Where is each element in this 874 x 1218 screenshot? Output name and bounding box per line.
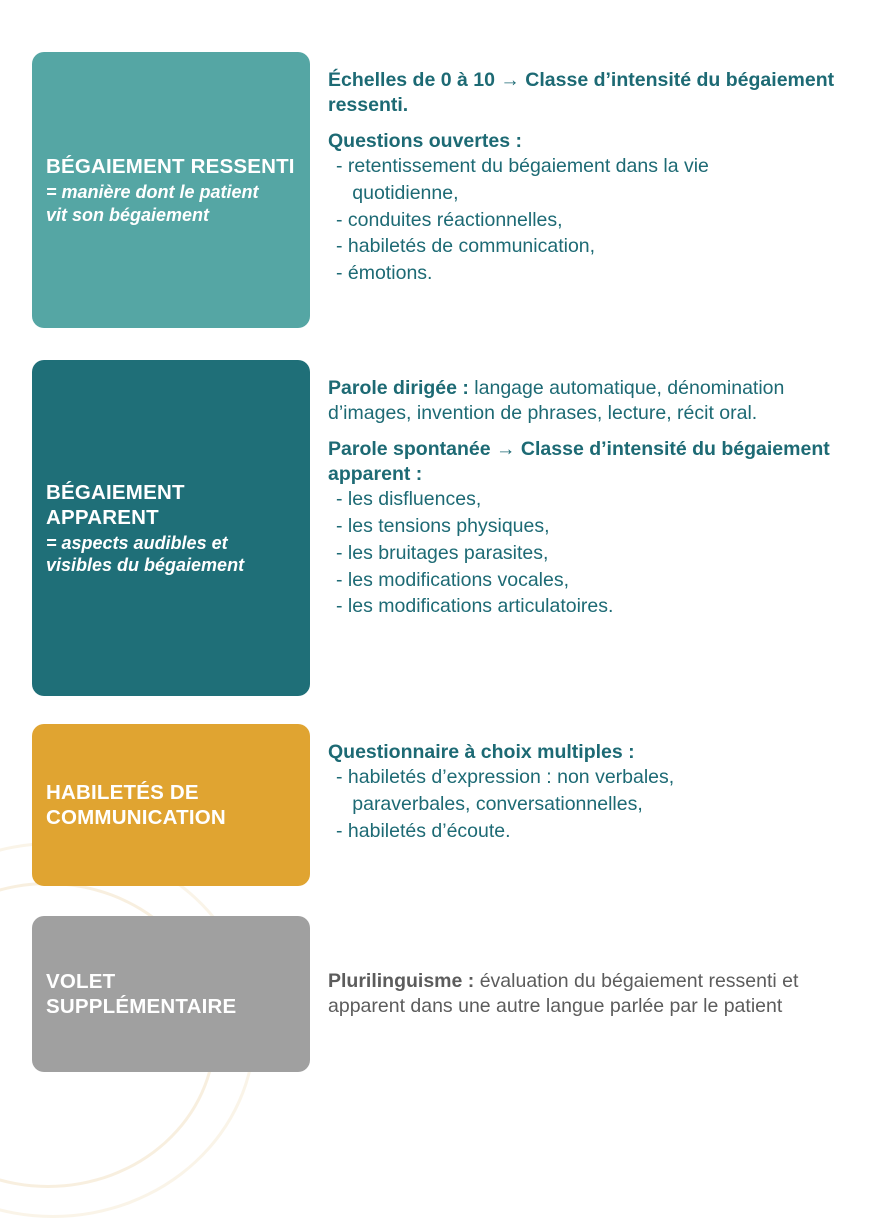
label-title-line2: APPARENT (46, 505, 159, 529)
questionnaire-lead: Questionnaire à choix multiples : (328, 741, 635, 763)
paragraph-parole-spontanee (328, 437, 852, 620)
list-item: - habiletés d’écoute. (336, 819, 511, 842)
label-title-volet-supplementaire (46, 969, 296, 1019)
arrow-right-icon: → (495, 437, 516, 460)
label-title-begaiement-ressenti: BÉGAIEMENT RESSENTI (46, 155, 295, 179)
label-sub-begaiement-ressenti (46, 181, 296, 226)
questions-ouvertes-list (328, 154, 852, 287)
row-begaiement-ressenti (32, 52, 852, 328)
label-title-line1: VOLET (46, 970, 116, 993)
label-title-line1: HABILETÉS DE (46, 781, 199, 804)
list-item: paraverbales, conversationnelles, (336, 793, 643, 816)
list-item: - habiletés de communication, (336, 235, 596, 258)
row-habiletes-communication (32, 724, 852, 886)
label-box-begaiement-ressenti (32, 52, 310, 328)
label-title-line2: COMMUNICATION (46, 806, 226, 829)
label-title-begaiement-apparent (46, 480, 296, 530)
label-box-begaiement-apparent (32, 360, 310, 696)
content-habiletes-communication (310, 724, 852, 886)
label-box-habiletes-communication (32, 724, 310, 886)
label-box-volet-supplementaire (32, 916, 310, 1072)
paragraph-echelles (328, 68, 852, 119)
paragraph-parole-dirigee (328, 376, 852, 427)
parole-spontanee-lead: Parole spontanée (328, 437, 491, 460)
row-begaiement-apparent (32, 360, 852, 696)
paragraph-questionnaire (328, 740, 852, 845)
list-item: - retentissement du bégaiement dans la vie (336, 155, 709, 178)
content-begaiement-ressenti (310, 52, 852, 328)
paragraph-plurilinguisme (328, 969, 852, 1020)
list-item: - les tensions physiques, (336, 515, 550, 538)
row-volet-supplementaire (32, 916, 852, 1072)
plurilinguisme-rest: évaluation du bégaiement ressenti et apparent dans une autre langue parlée par le patient (328, 969, 799, 1017)
list-item: - les disfluences, (336, 488, 482, 511)
paragraph-echelles-rest: Classe d’intensité du bégaiement ressenti. (328, 69, 835, 117)
label-sub-line1: = manière dont le patient (46, 182, 259, 203)
list-item: quotidienne, (336, 181, 459, 204)
questionnaire-list (328, 765, 852, 844)
questions-ouvertes-lead: Questions ouvertes : (328, 129, 522, 152)
list-item: - les bruitages parasites, (336, 541, 549, 564)
parole-dirigee-lead: Parole dirigée : (328, 377, 469, 399)
content-begaiement-apparent (310, 360, 852, 696)
label-title-line1: BÉGAIEMENT (46, 480, 185, 504)
paragraph-questions-ouvertes (328, 129, 852, 287)
label-sub-line2: visibles du bégaiement (46, 555, 245, 575)
label-sub-begaiement-apparent (46, 532, 296, 577)
label-title-line2: SUPPLÉMENTAIRE (46, 995, 237, 1018)
label-title-habiletes-communication (46, 780, 296, 830)
list-item: - conduites réactionnelles, (336, 208, 563, 231)
parole-spontanee-list (328, 487, 852, 620)
list-item: - habiletés d’expression : non verbales, (336, 766, 675, 789)
label-sub-line2: vit son bégaiement (46, 204, 210, 225)
arrow-right-icon: → (500, 69, 520, 91)
plurilinguisme-lead: Plurilinguisme : (328, 969, 475, 992)
label-sub-line1: = aspects audibles et (46, 532, 228, 553)
list-item: - émotions. (336, 261, 433, 284)
parole-spontanee-rest: Classe d’intensité du bégaiement apparent : (328, 437, 830, 486)
list-item: - les modifications vocales, (336, 568, 570, 591)
parole-dirigee-rest: langage automatique, dénomination d’images, invention de phrases, lecture, récit oral. (328, 377, 785, 425)
list-item: - les modifications articulatoires. (336, 595, 614, 618)
paragraph-echelles-lead: Échelles de 0 à 10 (328, 69, 495, 91)
parole-spontanee-heading (328, 437, 852, 488)
content-volet-supplementaire (310, 916, 852, 1072)
